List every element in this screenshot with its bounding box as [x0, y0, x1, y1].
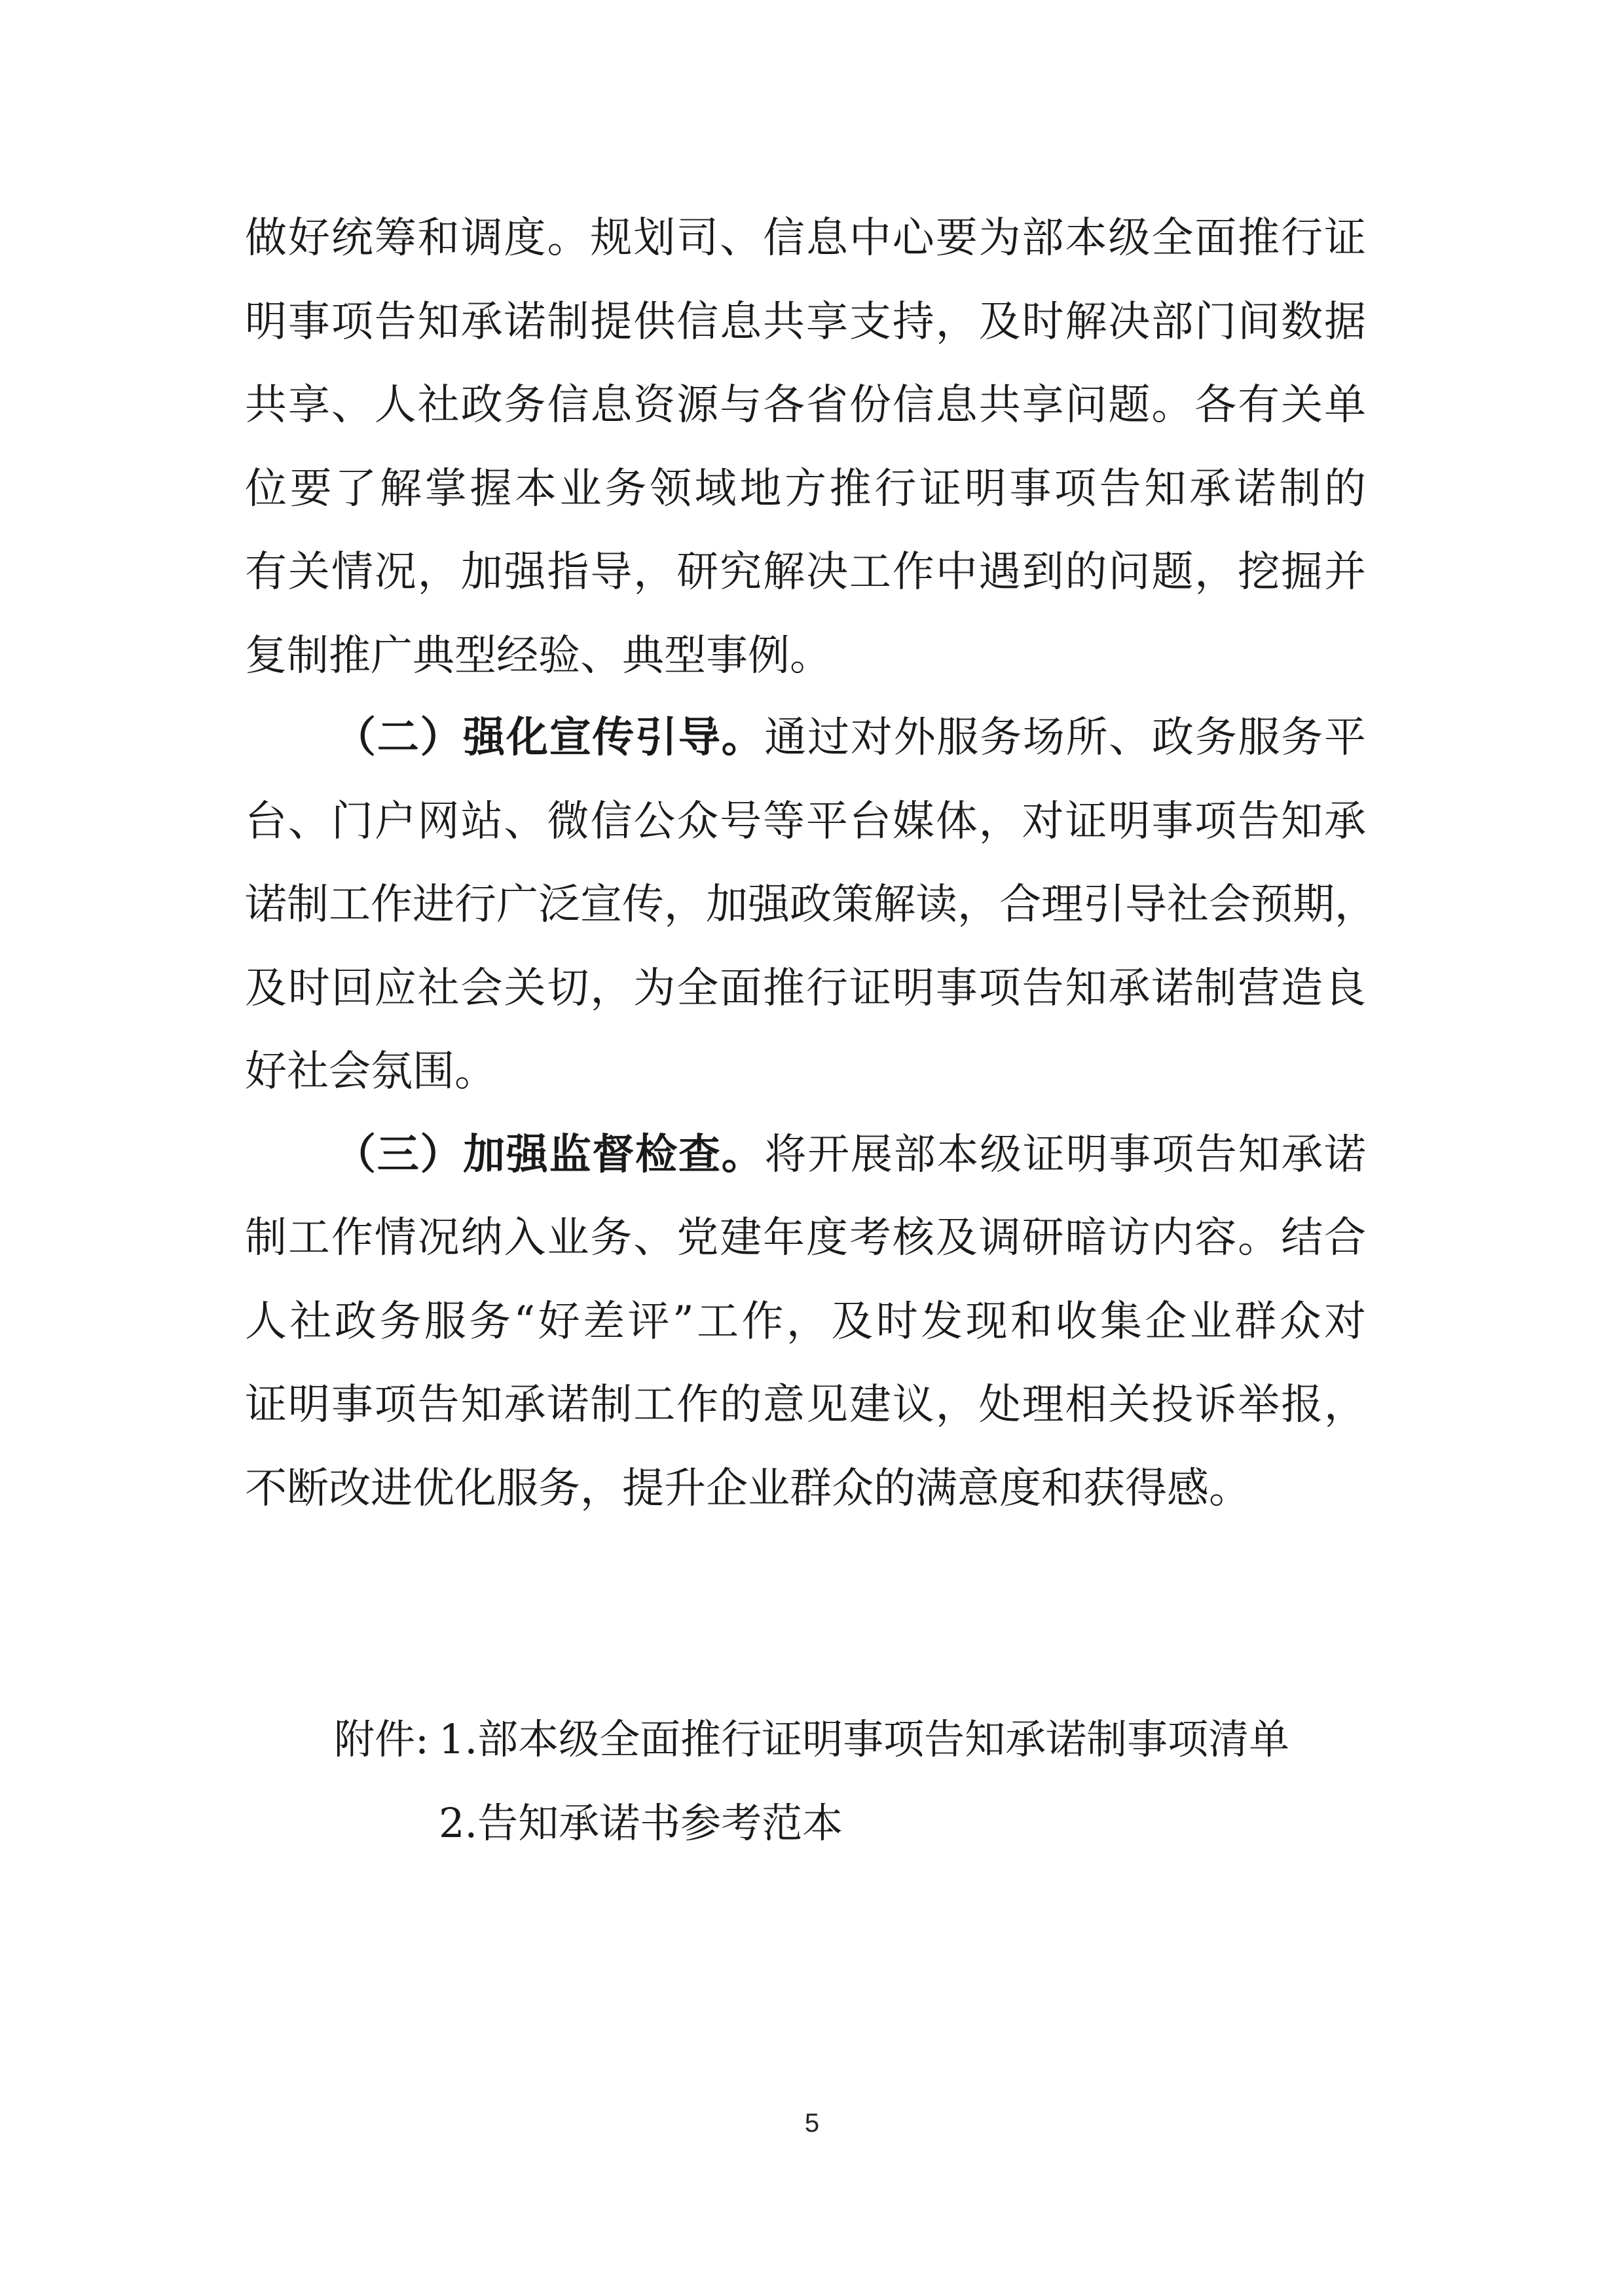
paragraph-text: 将开展部本级证明事项告知承诺 — [764, 1131, 1366, 1179]
paragraph-line: 明事项告知承诺制提供信息共享支持，及时解决部门间数据 — [245, 298, 1366, 346]
paragraph-text: 通过对外服务场所、政务服务平 — [764, 714, 1366, 762]
section-heading: （二）强化宣传引导。 — [334, 714, 765, 762]
paragraph-line: 好社会氛围。 — [245, 1048, 496, 1096]
paragraph-line: 人社政务服务“好差评”工作，及时发现和收集企业群众对 — [245, 1298, 1366, 1346]
attachment-item: 1.部本级全面推行证明事项告知承诺制事项清单 — [439, 1715, 1290, 1763]
paragraph-first-line — [334, 1122, 1366, 1188]
paragraph-line: 共享、人社政务信息资源与各省份信息共享问题。各有关单 — [245, 381, 1366, 429]
paragraph-line: 制工作情况纳入业务、党建年度考核及调研暗访内容。结合 — [245, 1214, 1366, 1262]
paragraph-first-line — [334, 705, 1366, 771]
paragraph-line: 有关情况，加强指导，研究解决工作中遇到的问题，挖掘并 — [245, 548, 1366, 596]
attachments-label: 附件: — [334, 1715, 429, 1763]
page-number: 5 — [804, 2109, 820, 2138]
section-heading: （三）加强监督检查。 — [334, 1131, 765, 1179]
paragraph-line: 复制推广典型经验、典型事例。 — [245, 632, 832, 680]
paragraph-line: 不断改进优化服务，提升企业群众的满意度和获得感。 — [245, 1465, 1251, 1513]
paragraph-line: 台、门户网站、微信公众号等平台媒体，对证明事项告知承 — [245, 797, 1366, 846]
attachment-item: 2.告知承诺书参考范本 — [439, 1799, 843, 1847]
paragraph-line: 诺制工作进行广泛宣传，加强政策解读，合理引导社会预期， — [245, 881, 1376, 929]
paragraph-line: 证明事项告知承诺制工作的意见建议，处理相关投诉举报， — [245, 1381, 1366, 1429]
paragraph-line: 位要了解掌握本业务领域地方推行证明事项告知承诺制的 — [245, 465, 1366, 513]
paragraph-line: 及时回应社会关切，为全面推行证明事项告知承诺制营造良 — [245, 964, 1366, 1013]
paragraph-line: 做好统筹和调度。规划司、信息中心要为部本级全面推行证 — [245, 214, 1366, 263]
